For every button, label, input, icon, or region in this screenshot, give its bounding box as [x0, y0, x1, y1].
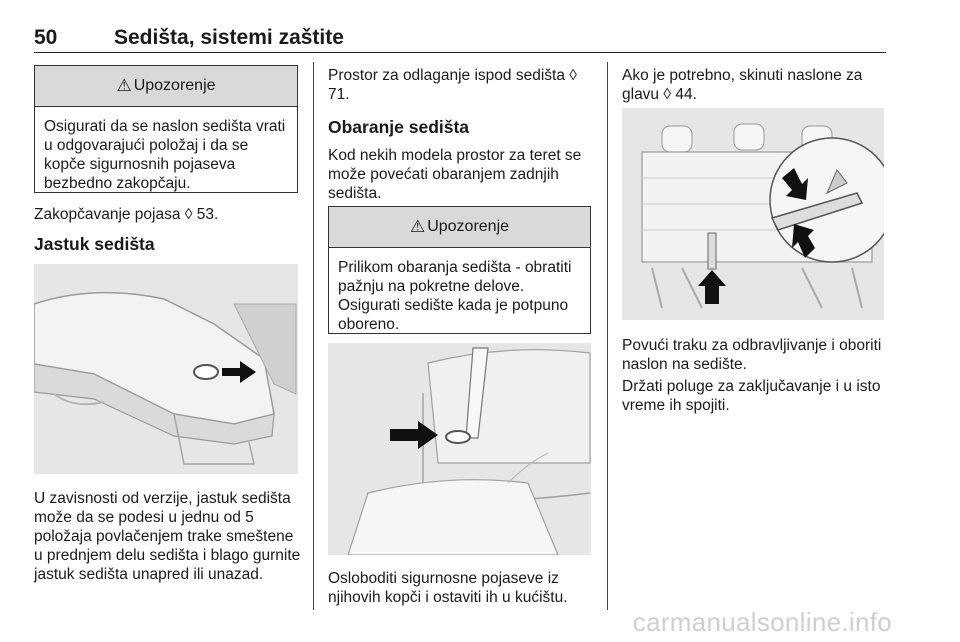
warning-box-2	[328, 206, 591, 334]
seat-belt-illustration	[328, 343, 591, 555]
lock-levers-caption: Držati poluge za zaključavanje i u isto vreme ih spojiti.	[622, 378, 881, 414]
warning-triangle-icon: ⚠	[116, 76, 132, 95]
belt-release-caption: Osloboditi sigurnosne pojaseve iz njihovih kopči i ostaviti ih u kućištu.	[328, 570, 568, 606]
belt-reference: Zakopčavanje pojasa ◊ 53.	[34, 206, 219, 223]
warning-text: Osigurati da se naslon sedišta vrati u odgovarajući položaj i da se kopče sigurnosnih pojaseva bezbedno zakopčaju.	[44, 118, 286, 192]
watermark: carmanualsonline.info	[632, 607, 892, 637]
warning-box-1	[34, 65, 298, 193]
headrest-reference: Ako je potrebno, skinuti naslone za glavu ◊ 44.	[622, 67, 863, 103]
section-title-seat-cushion: Jastuk sedišta	[34, 234, 155, 254]
warning-text: Prilikom obaranja sedišta - obratiti pažnju na pokretne delove. Osigurati sedište kada je potpuno oboreno.	[338, 259, 572, 333]
folding-paragraph: Kod nekih modela prostor za teret se može povećati obaranjem zadnjih sedišta.	[328, 147, 582, 202]
seat-cushion-illustration	[34, 264, 298, 474]
column-divider-2	[607, 62, 608, 610]
seat-cushion-caption: U zavisnosti od verzije, jastuk sedišta može da se podesi u jednu od 5 položaja povlačenjem trake smeštene u prednjem delu sedišta i blago gurnite jastuk sedišta unapred ili unazad.	[34, 490, 301, 583]
warning-heading: ⚠ Upozorenje	[35, 66, 297, 107]
rear-seat-illustration	[622, 108, 884, 320]
storage-reference: Prostor za odlaganje ispod sedišta ◊ 71.	[328, 67, 577, 103]
page-number: 50	[34, 26, 58, 49]
warning-heading: ⚠ Upozorenje	[329, 207, 590, 248]
column-divider-1	[313, 62, 314, 610]
page-title: Sedišta, sistemi zaštite	[114, 26, 344, 49]
warning-triangle-icon: ⚠	[409, 217, 426, 236]
section-title-folding-seat: Obaranje sedišta	[328, 117, 470, 137]
unlock-strap-caption: Povući traku za odbravljivanje i oboriti naslon na sedište.	[622, 337, 882, 373]
page-header	[34, 26, 886, 53]
